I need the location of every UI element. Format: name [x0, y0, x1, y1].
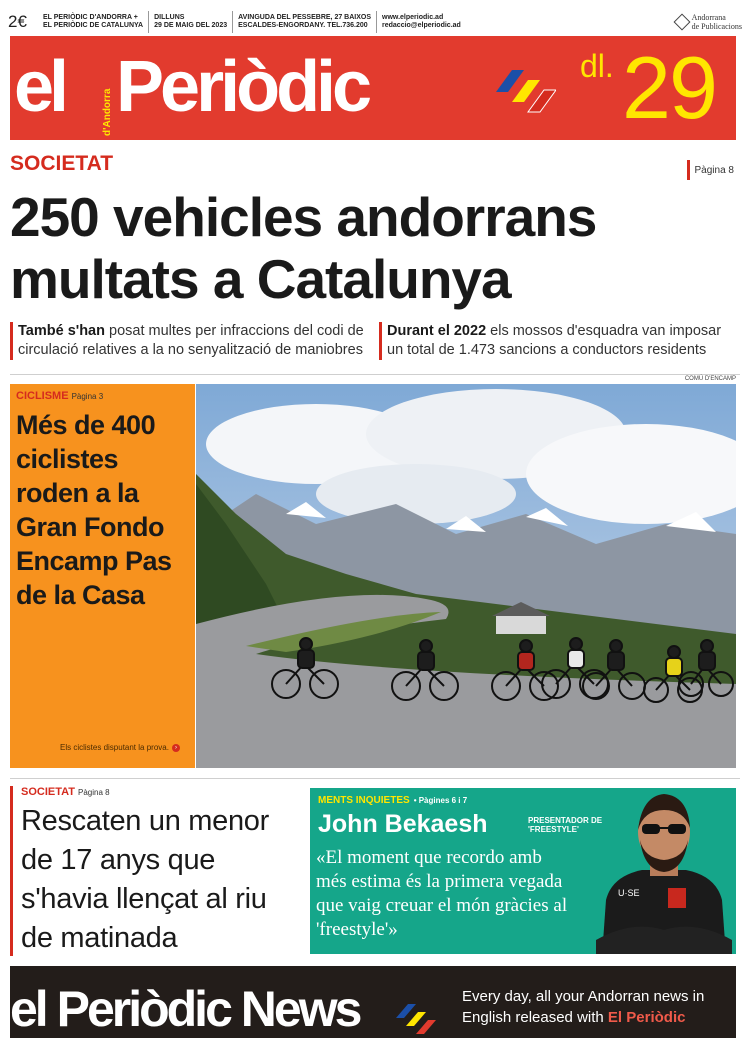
divider-middle [10, 778, 740, 779]
address [232, 11, 376, 33]
cycling-headline[interactable]: Més de 400 ciclistes roden a la Gran Fondo Encamp Pas de la Casa [16, 410, 172, 610]
publisher [676, 13, 742, 31]
lead-subhead-2-bold: Durant el 2022 [387, 323, 487, 339]
lead-subhead-2-text: els mossos d'esquadra van imposar un total de 1.473 sancions a conductors residents [387, 323, 722, 358]
rescue-story[interactable] [10, 786, 300, 956]
portrait-shirt-text: U·SE [618, 888, 640, 898]
price: 2€ [8, 12, 27, 31]
brand-lines [38, 11, 148, 33]
lead-headline[interactable]: 250 vehicles andorrans multats a Catalunya [10, 186, 597, 310]
day-abbreviation: dl. [580, 48, 614, 84]
interview-section-name: MENTS INQUIETES [318, 795, 410, 806]
banner-tagline-brand: El Periòdic [607, 1009, 686, 1026]
website-link[interactable]: www.elperiodic.ad [382, 14, 444, 21]
cycling-section-label [16, 390, 189, 402]
lead-page-ref-text: Pàgina 8 [694, 164, 734, 176]
email-link[interactable]: redaccio@elperiodic.ad [382, 22, 461, 29]
lead-subhead-2 [379, 322, 740, 360]
lead-page-ref[interactable] [687, 160, 734, 180]
logo-andorra: d'Andorra [102, 88, 113, 136]
andorra-flag-icon [496, 70, 556, 120]
lead-subhead-1-text: posat multes per infraccions del codi de circulació relatives a la no senyalització de maniobres [18, 323, 364, 358]
rescue-page-ref: Pàgina 8 [77, 788, 110, 797]
banner-flag-icon [396, 1004, 438, 1036]
edition-date [148, 11, 232, 33]
address-line-2: ESCALDES-ENGORDANY. TEL.736.200 [238, 22, 368, 29]
banner-tagline-text: Every day, all your Andorran news in English released with [462, 988, 705, 1026]
lead-subhead-1-bold: També s'han [18, 323, 105, 339]
cycling-section-name: CICLISME [16, 390, 69, 402]
full-date: 29 DE MAIG DEL 2023 [154, 22, 228, 29]
cycling-caption-text: Els ciclistes disputant la prova. [60, 743, 169, 752]
weekday: DILLUNS [154, 14, 185, 21]
photo-credit: COMÚ D'ENCAMP [684, 376, 736, 382]
interviewee-name[interactable]: John Bekaesh [318, 810, 488, 838]
brand-line-1: EL PERIÒDIC D'ANDORRA + [43, 14, 138, 21]
logo-name: Periòdic [116, 47, 369, 127]
lead-subheads [10, 322, 740, 360]
cycling-story[interactable] [10, 384, 195, 768]
logo-el: el [14, 47, 65, 127]
lead-subhead-1 [10, 322, 371, 360]
rescue-section-name: SOCIETAT [21, 786, 75, 798]
rescue-headline[interactable]: Rescaten un menor de 17 anys que s'havia llençat al riu de matinada [21, 805, 269, 954]
interview-quote: «El moment que recordo amb més estima és la primera vegada que vaig creuar el món gràcies al 'freestyle'» [316, 847, 568, 940]
contacts [376, 11, 466, 33]
interview-story[interactable] [310, 788, 736, 954]
page-ref-marker [687, 160, 690, 180]
rescue-section-label [21, 786, 300, 798]
top-info-strip [8, 10, 742, 34]
day-number: 29 [622, 38, 716, 137]
interviewee-portrait [592, 788, 736, 954]
news-banner[interactable] [10, 966, 736, 1038]
masthead [10, 36, 736, 140]
lead-section-label: SOCIETAT [10, 152, 114, 175]
interview-page-ref: • Pàgines 6 i 7 [413, 796, 468, 805]
publisher-line-2: de Publicacions [691, 22, 742, 31]
cycling-caption [60, 743, 180, 752]
brand-line-2: EL PERIÒDIC DE CATALUNYA [43, 22, 144, 29]
caption-arrow-icon: › [172, 744, 180, 752]
banner-logo: el Periòdic News [10, 981, 360, 1037]
cycling-page-ref: Pàgina 3 [71, 392, 104, 401]
publisher-logo-icon [673, 14, 690, 31]
banner-tagline [462, 986, 736, 1028]
cycling-photo [196, 384, 736, 768]
publisher-line-1: Andorrana [691, 13, 726, 22]
divider-top [10, 374, 740, 375]
address-line-1: AVINGUDA DEL PESSEBRE, 27 BAIXOS [238, 14, 372, 21]
interview-section-label [318, 795, 467, 806]
interviewee-role: PRESENTADOR DE 'FREESTYLE' [528, 816, 603, 834]
